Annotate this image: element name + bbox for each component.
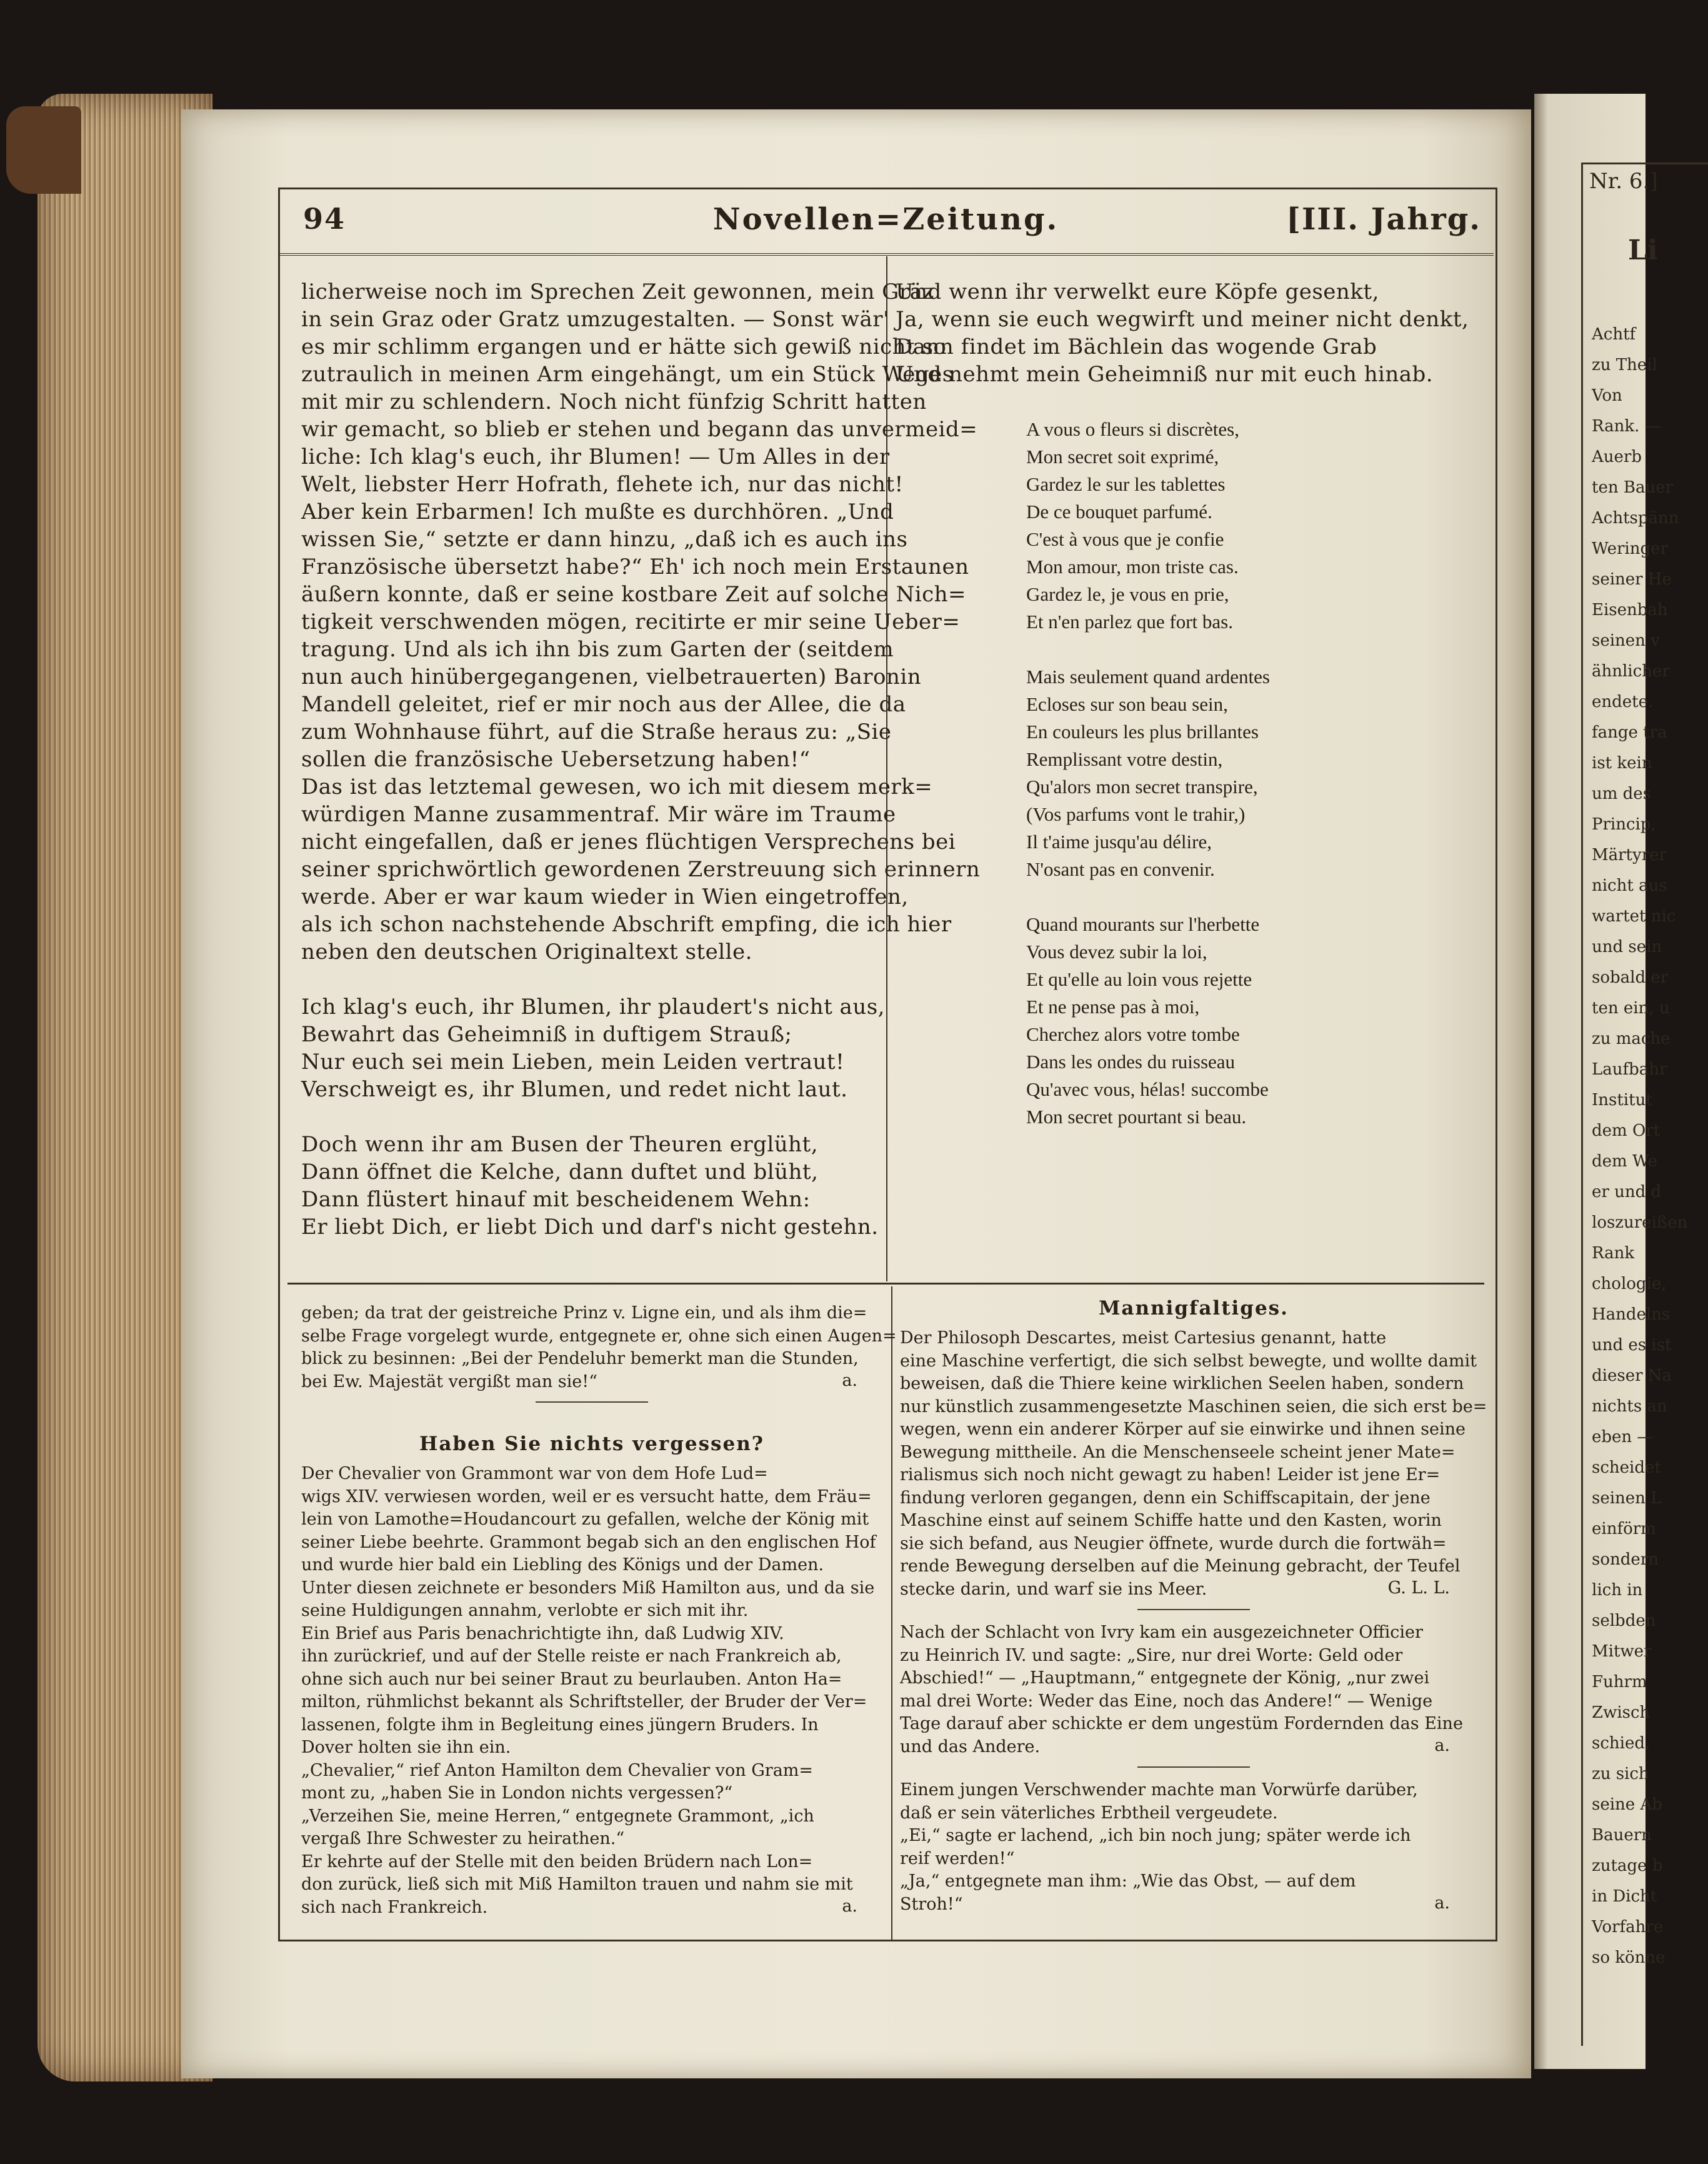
- text-line: zutraulich in meinen Arm eingehängt, um ein Stück Weges: [301, 362, 954, 387]
- upper-right-column: [896, 278, 1483, 388]
- text-line: Mon secret pourtant si beau.: [1026, 1106, 1247, 1128]
- text-line: in sein Graz oder Gratz umzugestalten. — Sonst wär': [301, 307, 889, 332]
- facing-page-line: zutage b: [1592, 1856, 1663, 1875]
- text-line: En couleurs les plus brillantes: [1026, 721, 1259, 743]
- column-divider-lower: [891, 1286, 892, 1940]
- text-line: Unter diesen zeichnete er besonders Miß Hamilton aus, und da sie: [301, 1578, 875, 1598]
- facing-page-line: seine Ab: [1592, 1795, 1662, 1814]
- poem-stanza-1: [301, 993, 885, 1103]
- text-line: Nach der Schlacht von Ivry kam ein ausgezeichneter Officier: [900, 1623, 1423, 1642]
- text-line: Ich klag's euch, ihr Blumen, ihr plaudert's nicht aus,: [301, 994, 885, 1019]
- text-line: wigs XIV. verwiesen worden, weil er es versucht hatte, dem Fräu=: [301, 1486, 872, 1506]
- facing-page-line: um des: [1592, 784, 1652, 803]
- lower-left-column: [301, 1302, 897, 1917]
- text-line: „Chevalier,“ rief Anton Hamilton dem Chevalier von Gram=: [301, 1760, 814, 1780]
- text-line: Aber kein Erbarmen! Ich mußte es durchhören. „Und: [301, 499, 894, 524]
- facing-page-line: Rank. —: [1592, 417, 1661, 436]
- story-title: Haben Sie nichts vergessen?: [419, 1433, 764, 1455]
- text-line: De ce bouquet parfumé.: [1026, 501, 1212, 523]
- anecdote-signature: a.: [842, 1371, 857, 1390]
- text-line: sie sich befand, aus Neugier öffnete, wurde durch die fortwäh=: [900, 1533, 1447, 1553]
- text-line: mont zu, „haben Sie in London nichts vergessen?“: [301, 1783, 733, 1803]
- text-line: Welt, liebster Herr Hofrath, flehete ich, nur das nicht!: [301, 472, 904, 497]
- text-line: mal drei Worte: Weder das Eine, noch das Andere!“ — Wenige: [900, 1691, 1433, 1711]
- facing-page-line: Laufbahr: [1592, 1060, 1667, 1079]
- text-line: Mon secret soit exprimé,: [1026, 446, 1219, 468]
- header-rule: [278, 253, 1494, 256]
- text-line: „Ja,“ entgegnete man ihm: „Wie das Obst, — auf dem: [900, 1871, 1356, 1891]
- facing-page-header: Nr. 6.]: [1589, 169, 1658, 194]
- facing-page-title: Li: [1628, 234, 1658, 266]
- separator: [1137, 1609, 1250, 1610]
- facing-page-line: Vorfahre: [1592, 1918, 1664, 1936]
- text-line: A vous o fleurs si discrètes,: [1026, 418, 1239, 440]
- text-line: Das ist das letztemal gewesen, wo ich mit diesem merk=: [301, 774, 933, 799]
- page-header: [278, 191, 1494, 253]
- facing-page-line: ist kein: [1592, 754, 1652, 773]
- text-line: wegen, wenn ein anderer Körper auf sie einwirke und ihnen seine: [900, 1420, 1466, 1439]
- facing-page-line: wartet nic: [1592, 907, 1676, 926]
- facing-page-line: eben —: [1592, 1428, 1654, 1446]
- text-line: daß er sein väterliches Erbtheil vergeudete.: [900, 1803, 1278, 1823]
- text-line: seiner Liebe beehrte. Grammont begab sich an den englischen Hof: [301, 1532, 876, 1552]
- text-line: Qu'avec vous, hélas! succombe: [1026, 1078, 1269, 1100]
- facing-page-line: Handelns: [1592, 1305, 1671, 1324]
- text-line: Nur euch sei mein Lieben, mein Leiden vertraut!: [301, 1049, 845, 1074]
- text-line: Ecloses sur son beau sein,: [1026, 693, 1228, 715]
- text-line: Bewahrt das Geheimniß in duftigem Strauß;: [301, 1022, 792, 1047]
- separator: [536, 1401, 648, 1403]
- text-line: Dans les ondes du ruisseau: [1026, 1051, 1236, 1073]
- french-stanza-1: [1026, 416, 1476, 636]
- text-line: Er liebt Dich, er liebt Dich und darf's nicht gestehn.: [301, 1215, 879, 1240]
- text-line: vergaß Ihre Schwester zu heirathen.“: [301, 1829, 625, 1848]
- facing-page-line: nichts an: [1592, 1397, 1667, 1416]
- text-line: Dann flüstert hinauf mit bescheidenem Wehn:: [301, 1187, 811, 1212]
- text-line: Französische übersetzt habe?“ Eh' ich noch mein Erstaunen: [301, 554, 969, 579]
- text-line: Mandell geleitet, rief er mir noch aus der Allee, die da: [301, 692, 906, 717]
- facing-page-line: nicht aus: [1592, 876, 1667, 895]
- text-line: reif werden!“: [900, 1848, 1015, 1868]
- facing-page-line: Von: [1592, 386, 1622, 405]
- text-line: nicht eingefallen, daß er jenes flüchtigen Versprechens bei: [301, 829, 956, 854]
- facing-page-line: fange tra: [1592, 723, 1667, 742]
- text-line: als ich schon nachstehende Abschrift empfing, die ich hier: [301, 912, 952, 937]
- text-line: Dann öffnet die Kelche, dann duftet und blüht,: [301, 1160, 819, 1185]
- text-line: äußern konnte, daß er seine kostbare Zeit auf solche Nich=: [301, 582, 966, 607]
- item-2-signature: a.: [1434, 1736, 1450, 1755]
- text-line: beweisen, daß die Thiere keine wirklichen Seelen haben, sondern: [900, 1374, 1464, 1393]
- text-line: tigkeit verschwenden mögen, recitirte er mir seine Ueber=: [301, 609, 961, 634]
- text-line: Mon amour, mon triste cas.: [1026, 556, 1239, 578]
- text-line: selbe Frage vorgelegt wurde, entgegnete er, ohne sich einen Augen=: [301, 1326, 897, 1346]
- facing-page-line: ähnlicher: [1592, 662, 1670, 681]
- text-line: milton, rühmlichst bekannt als Schriftsteller, der Bruder der Ver=: [301, 1692, 867, 1711]
- page-number: 94: [303, 202, 346, 236]
- facing-page-line: sobald er: [1592, 968, 1669, 987]
- text-line: licherweise noch im Sprechen Zeit gewonnen, mein Gräz: [301, 279, 934, 304]
- text-line: und das Andere.: [900, 1736, 1041, 1756]
- facing-page-line: dem Ort: [1592, 1121, 1661, 1140]
- french-stanza-2: [1026, 663, 1476, 883]
- facing-page: [1534, 94, 1688, 2069]
- text-line: lassenen, folgte ihm in Begleitung eines jüngern Bruders. In: [301, 1715, 819, 1735]
- facing-page-line: dieser Na: [1592, 1366, 1672, 1385]
- story-text: [301, 1463, 882, 1919]
- text-line: (Vos parfums vont le trahir,): [1026, 803, 1246, 825]
- upper-left-column: [301, 278, 981, 1241]
- text-line: C'est à vous que je confie: [1026, 528, 1224, 550]
- text-line: Cherchez alors votre tombe: [1026, 1023, 1240, 1045]
- facing-page-line: Weringer: [1592, 539, 1668, 558]
- text-line: und wurde hier bald ein Liebling des Königs und der Damen.: [301, 1555, 824, 1575]
- separator: [1137, 1766, 1250, 1768]
- facing-page-line: seiner He: [1592, 570, 1672, 589]
- facing-page-line: scheidet: [1592, 1458, 1661, 1477]
- text-line: nur künstlich zusammengesetzte Maschinen seien, die sich erst be=: [900, 1396, 1487, 1416]
- text-line: wir gemacht, so blieb er stehen und begann das unvermeid=: [301, 417, 978, 442]
- facing-page-line: seinen v: [1592, 631, 1660, 650]
- facing-page-line: zu Theil: [1592, 356, 1657, 374]
- facing-page-line: schied,: [1592, 1734, 1651, 1753]
- text-line: stecke darin, und warf sie ins Meer.: [900, 1579, 1207, 1599]
- text-line: Qu'alors mon secret transpire,: [1026, 776, 1258, 798]
- text-line: Der Chevalier von Grammont war von dem Hofe Lud=: [301, 1464, 768, 1483]
- facing-page-line: endete.: [1592, 693, 1654, 711]
- text-line: Et n'en parlez que fort bas.: [1026, 611, 1233, 633]
- text-line: rende Bewegung derselben auf die Meinung gebracht, der Teufel: [900, 1556, 1461, 1576]
- text-line: zu Heinrich IV. und sagte: „Sire, nur drei Worte: Geld oder: [900, 1645, 1403, 1665]
- facing-page-line: Bauern: [1592, 1826, 1652, 1845]
- miscellany-title: Mannigfaltiges.: [1099, 1297, 1289, 1320]
- section-rule: [287, 1283, 1484, 1285]
- facing-page-line: einförm: [1592, 1520, 1656, 1538]
- facing-page-line: ten Bauer: [1592, 478, 1674, 497]
- poem-stanza-3: [896, 278, 1483, 388]
- facing-page-line: zu sich: [1592, 1765, 1649, 1783]
- text-line: geben; da trat der geistreiche Prinz v. Ligne ein, und als ihm die=: [301, 1303, 867, 1323]
- facing-page-line: Achtspänn: [1592, 509, 1679, 528]
- text-line: Gardez le sur les tablettes: [1026, 473, 1226, 495]
- text-line: werde. Aber er war kaum wieder in Wien eingetroffen,: [301, 884, 909, 909]
- facing-page-line: Achtf: [1592, 325, 1636, 344]
- text-line: Abschied!“ — „Hauptmann,“ entgegnete der König, „nur zwei: [900, 1668, 1430, 1688]
- text-line: N'osant pas en convenir.: [1026, 858, 1215, 880]
- facing-page-line: loszureißen: [1592, 1213, 1688, 1232]
- facing-page-line: und es ist: [1592, 1336, 1672, 1355]
- text-line: Verschweigt es, ihr Blumen, und redet nicht laut.: [301, 1077, 848, 1102]
- text-line: Tage darauf aber schickte er dem ungestüm Fordernden das Eine: [900, 1714, 1463, 1733]
- prose-block: [301, 278, 981, 966]
- text-line: tragung. Und als ich ihn bis zum Garten der (seitdem: [301, 637, 894, 662]
- text-line: wissen Sie,“ setzte er dann hinzu, „daß ich es auch ins: [301, 527, 908, 552]
- french-translation: [1026, 416, 1476, 1131]
- text-line: würdigen Manne zusammentraf. Mir wäre im Traume: [301, 802, 896, 827]
- story-signature: a.: [842, 1896, 857, 1916]
- text-line: nun auch hinübergegangenen, vielbetrauerten) Baronin: [301, 664, 922, 689]
- facing-page-line: Mitwer: [1592, 1642, 1652, 1661]
- text-line: bei Ew. Majestät vergißt man sie!“: [301, 1371, 597, 1391]
- text-line: Und wenn ihr verwelkt eure Köpfe gesenkt,: [896, 279, 1379, 304]
- text-line: „Verzeihen Sie, meine Herren,“ entgegnete Grammont, „ich: [301, 1806, 814, 1826]
- journal-year: [III. Jahrg.: [1286, 202, 1481, 237]
- text-line: sollen die französische Uebersetzung haben!“: [301, 747, 811, 772]
- text-line: Und nehmt mein Geheimniß nur mit euch hinab.: [896, 362, 1434, 387]
- text-line: findung verloren gegangen, denn ein Schiffscapitain, der jene: [900, 1488, 1431, 1508]
- facing-page-line: und sein: [1592, 938, 1662, 956]
- facing-page-line: Märtyrer: [1592, 846, 1667, 864]
- poem-stanza-2: [301, 1131, 879, 1241]
- facing-page-line: ten ein, u: [1592, 999, 1670, 1018]
- text-line: Bewegung mittheile. An die Menschenseele scheint jener Mate=: [900, 1442, 1456, 1462]
- text-line: seiner sprichwörtlich gewordenen Zerstreuung sich erinnern: [301, 857, 981, 882]
- facing-page-line: selbden: [1592, 1611, 1656, 1630]
- text-line: Il t'aime jusqu'au délire,: [1026, 831, 1212, 853]
- text-line: „Ei,“ sagte er lachend, „ich bin noch jung; später werde ich: [900, 1826, 1411, 1845]
- facing-page-line: sondern: [1592, 1550, 1659, 1569]
- text-line: Vous devez subir la loi,: [1026, 941, 1207, 963]
- text-line: Dover holten sie ihn ein.: [301, 1738, 511, 1757]
- text-line: sich nach Frankreich.: [301, 1897, 488, 1917]
- facing-page-line: so könne: [1592, 1948, 1666, 1967]
- text-line: Ein Brief aus Paris benachrichtigte ihn, daß Ludwig XIV.: [301, 1623, 784, 1643]
- text-line: mit mir zu schlendern. Noch nicht fünfzig Schritt hatten: [301, 389, 927, 414]
- journal-title: Novellen=Zeitung.: [712, 202, 1059, 237]
- miscellany-item-1: [900, 1327, 1487, 1601]
- text-line: Remplissant votre destin,: [1026, 748, 1223, 770]
- text-line: Maschine einst auf seinem Schiffe hatte und den Kasten, worin: [900, 1511, 1442, 1530]
- text-line: rialismus sich noch nicht gewagt zu haben! Leider ist jene Er=: [900, 1465, 1441, 1485]
- facing-page-line: Institut: [1592, 1091, 1652, 1110]
- text-line: lein von Lamothe=Houdancourt zu gefallen, welche der König mit: [301, 1510, 869, 1529]
- facing-page-line: in Dicht: [1592, 1887, 1657, 1906]
- facing-page-line: zu mache: [1592, 1029, 1671, 1048]
- text-line: liche: Ich klag's euch, ihr Blumen! — Um Alles in der: [301, 444, 890, 469]
- text-line: ihn zurückrief, und auf der Stelle reiste er nach Frankreich ab,: [301, 1646, 842, 1666]
- facing-page-line: dem We: [1592, 1152, 1657, 1171]
- facing-page-line: chologie,: [1592, 1275, 1667, 1293]
- text-line: Et qu'elle au loin vous rejette: [1026, 968, 1252, 990]
- text-line: Quand mourants sur l'herbette: [1026, 913, 1260, 935]
- text-line: Ja, wenn sie euch wegwirft und meiner nicht denkt,: [896, 307, 1469, 332]
- facing-page-line: Eisenbah: [1592, 601, 1668, 619]
- item-3-signature: a.: [1434, 1893, 1450, 1913]
- facing-page-line: Rank: [1592, 1244, 1635, 1263]
- facing-page-line: Zwisch: [1592, 1703, 1651, 1722]
- text-line: don zurück, ließ sich mit Miß Hamilton trauen und nahm sie mit: [301, 1875, 853, 1894]
- item-1-signature: G. L. L.: [1387, 1578, 1450, 1598]
- lower-right-column: [900, 1297, 1487, 1913]
- facing-page-line: seinen L: [1592, 1489, 1662, 1508]
- facing-page-line: Auerb: [1592, 448, 1642, 466]
- text-line: Stroh!“: [900, 1894, 963, 1914]
- text-line: seine Huldigungen annahm, verlobte er sich mit ihr.: [301, 1601, 749, 1620]
- text-line: es mir schlimm ergangen und er hätte sich gewiß nicht so: [301, 334, 947, 359]
- text-line: Gardez le, je vous en prie,: [1026, 583, 1229, 605]
- text-line: Et ne pense pas à moi,: [1026, 996, 1200, 1018]
- text-line: Er kehrte auf der Stelle mit den beiden Brüdern nach Lon=: [301, 1851, 813, 1871]
- text-line: Einem jungen Verschwender machte man Vorwürfe darüber,: [900, 1780, 1418, 1800]
- text-line: eine Maschine verfertigt, die sich selbst bewegte, und wollte damit: [900, 1351, 1477, 1371]
- text-line: neben den deutschen Originaltext stelle.: [301, 939, 752, 964]
- worn-binding-corner: [6, 106, 81, 194]
- text-line: ohne sich auch nur bei seiner Braut zu beurlauben. Anton Ha=: [301, 1669, 842, 1689]
- text-line: Der Philosoph Descartes, meist Cartesius genannt, hatte: [900, 1328, 1387, 1348]
- text-line: Mais seulement quand ardentes: [1026, 666, 1270, 688]
- facing-page-line: Fuhrm: [1592, 1673, 1647, 1691]
- text-line: zum Wohnhause führt, auf die Straße heraus zu: „Sie: [301, 719, 892, 744]
- facing-page-line: lich in: [1592, 1581, 1643, 1600]
- facing-page-line: er und d: [1592, 1183, 1662, 1201]
- text-line: Doch wenn ihr am Busen der Theuren erglüht,: [301, 1132, 819, 1157]
- facing-page-line: Princip,: [1592, 815, 1656, 834]
- text-line: blick zu besinnen: „Bei der Pendeluhr bemerkt man die Stunden,: [301, 1349, 859, 1368]
- french-stanza-3: [1026, 911, 1476, 1131]
- text-line: Dann findet im Bächlein das wogende Grab: [896, 334, 1377, 359]
